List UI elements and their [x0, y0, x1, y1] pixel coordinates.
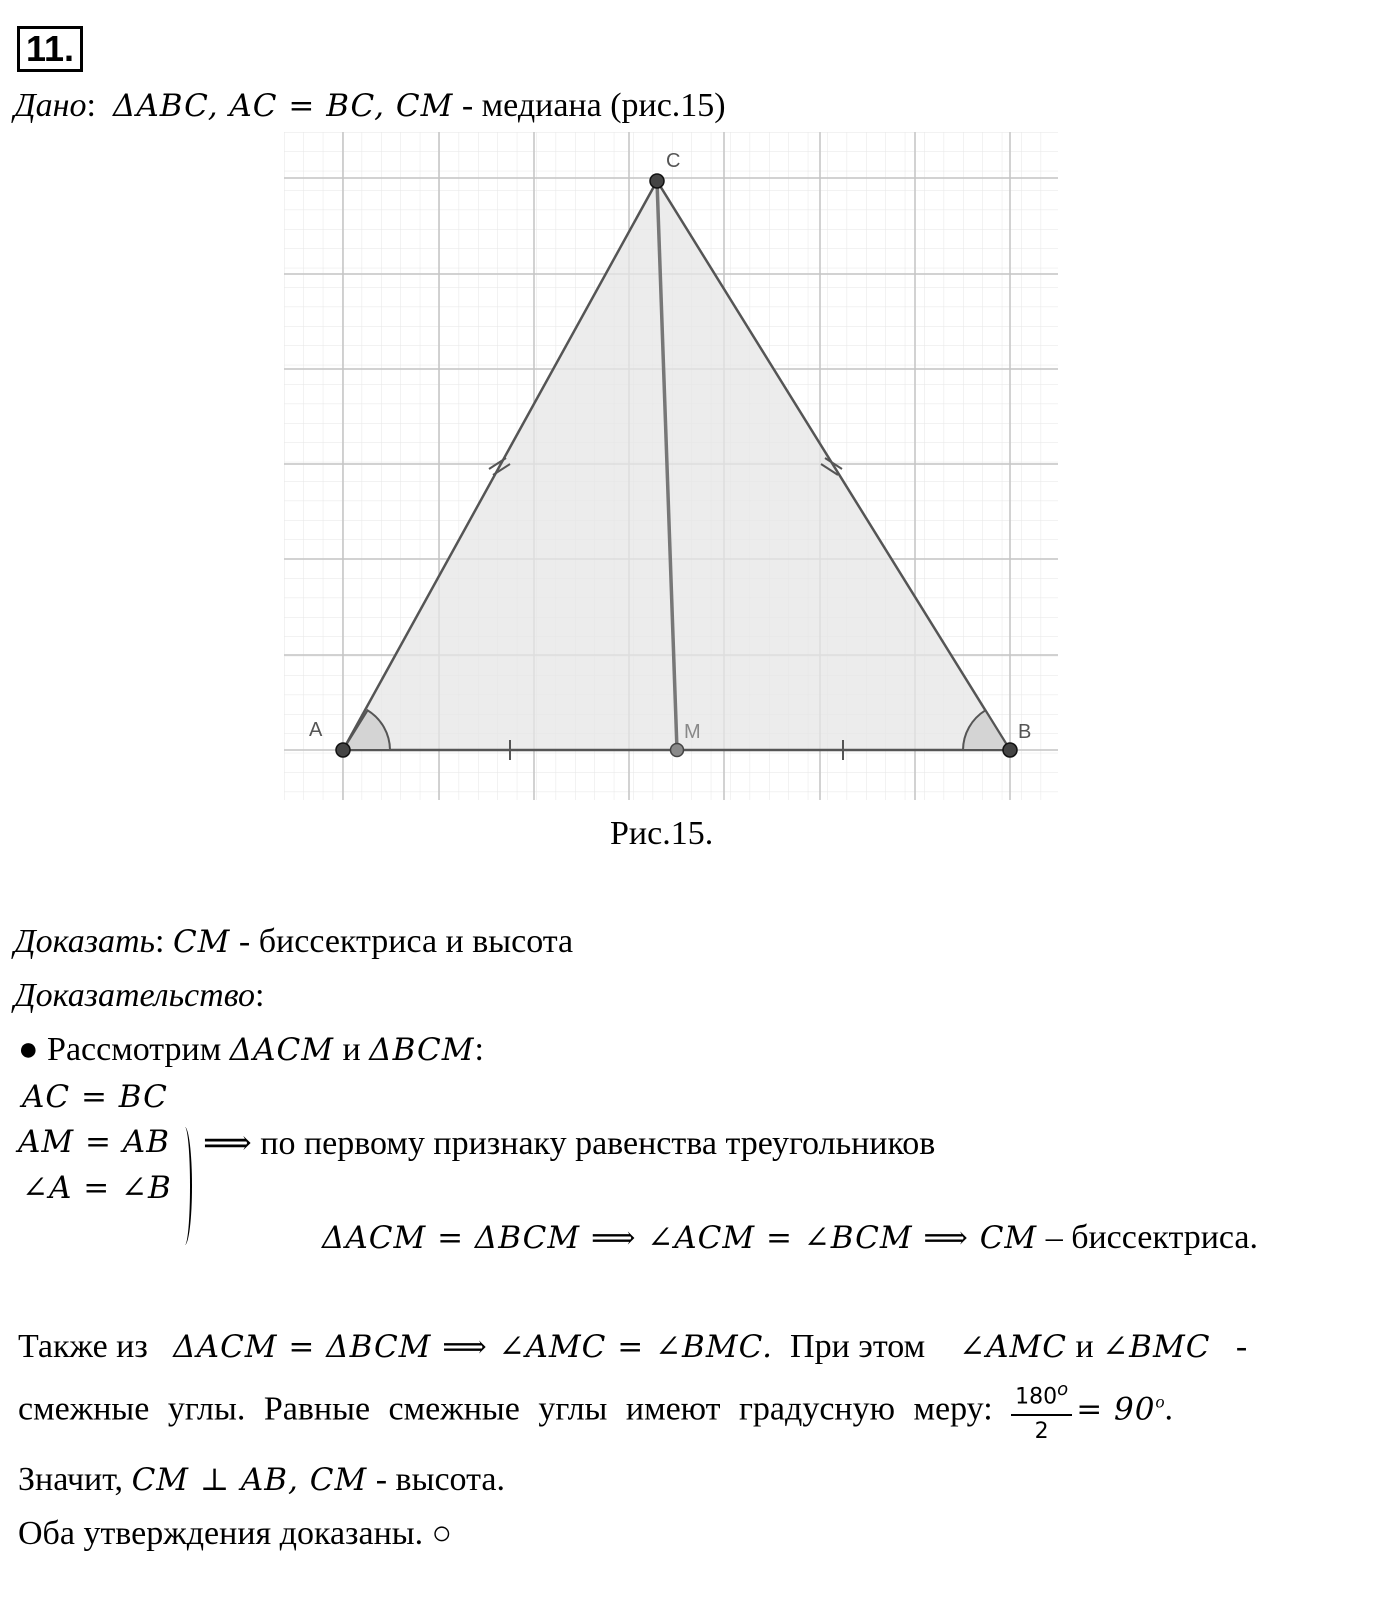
system-brace — [180, 1127, 192, 1245]
fraction-result: = 90 — [1076, 1391, 1156, 1428]
consider-and: и — [334, 1031, 370, 1068]
given-math: ΔABC, AC = BC, CM — [112, 88, 454, 124]
triangle-bcm: ΔBCM — [369, 1032, 475, 1068]
label-m: M — [684, 721, 701, 743]
condition-3: ∠A = ∠B — [22, 1170, 172, 1206]
consider-text: ● Рассмотрим — [18, 1031, 230, 1068]
condition-2: AM = AB — [18, 1124, 170, 1160]
figure-caption: Рис.15. — [610, 815, 714, 852]
result-degree: o — [1155, 1391, 1165, 1412]
paragraph-1 — [18, 1327, 1247, 1366]
prove-math: CM — [172, 924, 231, 960]
proof-colon: : — [255, 977, 265, 1014]
para1-math: ΔACM = ΔBCM ⟹ ∠AMC = ∠BMC. — [173, 1329, 774, 1365]
given-text: - медиана (рис.15) — [453, 87, 726, 124]
angle-amc: ∠AMC — [959, 1329, 1067, 1365]
prove-colon: : — [154, 923, 165, 960]
label-b: B — [1018, 721, 1032, 743]
criterion-text: по первому признаку равенства треугольников — [251, 1125, 936, 1162]
point-b — [1003, 743, 1017, 757]
fraction-denominator: 2 — [1034, 1418, 1049, 1444]
paragraph-3 — [18, 1460, 505, 1499]
label-a: A — [309, 719, 323, 741]
triangle-acm: ΔACM — [229, 1032, 335, 1068]
condition-1: AC = BC — [22, 1079, 168, 1115]
paragraph-2 — [18, 1380, 1173, 1444]
consider-line — [18, 1030, 484, 1069]
conclusion-line — [322, 1218, 1258, 1257]
prove-label: Доказать — [14, 923, 155, 960]
implies-arrow: ⟹ — [203, 1125, 252, 1162]
prove-line — [14, 922, 573, 961]
point-m — [671, 744, 684, 757]
given-colon: : — [86, 87, 96, 124]
para1-dash: - — [1227, 1328, 1248, 1365]
criterion-line — [203, 1124, 935, 1163]
angle-bmc: ∠BMC — [1102, 1329, 1211, 1365]
para3-math: CM ⊥ AB, CM — [131, 1462, 368, 1498]
conclusion-math: ΔACM = ΔBCM ⟹ ∠ACM = ∠BCM ⟹ CM — [322, 1220, 1038, 1256]
para2-period: . — [1164, 1390, 1173, 1428]
para1-and: и — [1067, 1328, 1103, 1365]
problem-number: 11. — [17, 26, 83, 72]
para3-text-b: - высота. — [367, 1461, 505, 1498]
figure-15 — [280, 130, 1080, 820]
given-line — [14, 86, 726, 125]
para2-text: смежные углы. Равные смежные углы имеют градусную меру: — [18, 1390, 1012, 1428]
final-statement: Оба утверждения доказаны. ○ — [18, 1515, 453, 1552]
point-c — [650, 174, 664, 188]
fraction-degree: o — [1057, 1379, 1069, 1400]
conclusion-text: – биссектриса. — [1037, 1219, 1259, 1256]
label-c: C — [666, 150, 681, 172]
point-a — [336, 743, 350, 757]
para1-text-b: При этом — [781, 1328, 934, 1365]
consider-colon: : — [474, 1031, 484, 1068]
fraction-numerator: 180 — [1015, 1384, 1058, 1410]
fraction-180-over-2 — [1011, 1380, 1072, 1444]
para1-text-a: Также из — [18, 1328, 157, 1365]
proof-label: Доказательство — [14, 977, 256, 1014]
given-label: Дано — [14, 87, 87, 124]
prove-text: - биссектриса и высота — [230, 923, 574, 960]
proof-heading — [14, 976, 264, 1015]
para3-text-a: Значит, — [18, 1461, 132, 1498]
